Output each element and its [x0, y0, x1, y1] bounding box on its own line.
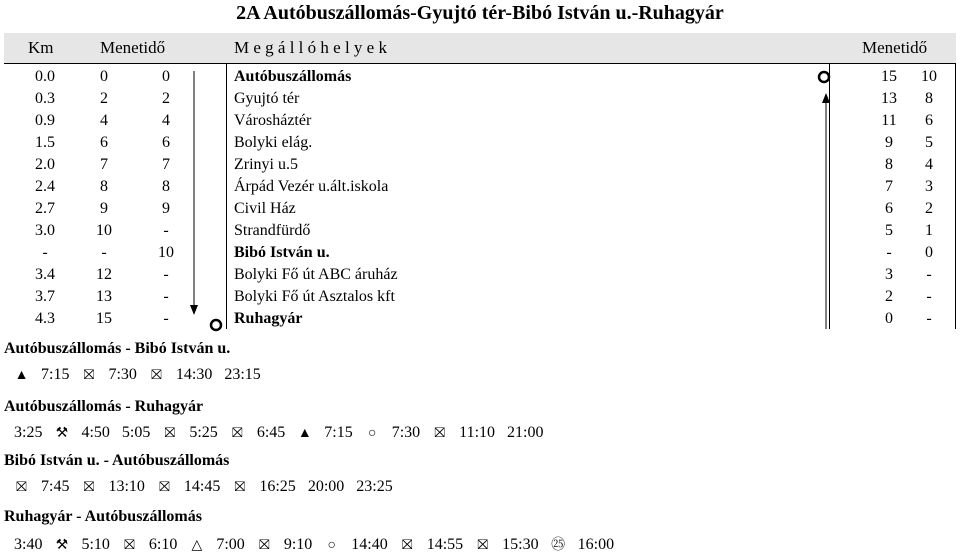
km-cell: 2.7: [35, 200, 55, 217]
header-menetido-right: Menetidő: [862, 38, 928, 57]
menetido-r2-cell: 3: [925, 178, 933, 195]
departure-mark-icon: ⛝: [159, 480, 170, 495]
stop-name-cell: Árpád Vezér u.ált.iskola: [234, 178, 389, 195]
menetido-r1-cell: 6: [885, 200, 893, 217]
table-row: [4, 89, 956, 111]
departure-mark-icon: ▲: [297, 426, 312, 441]
departure-mark-icon: ⛝: [258, 538, 270, 553]
menetido-r2-cell: 8: [925, 90, 933, 107]
km-cell: 0.9: [35, 112, 55, 129]
menetido-r1-cell: 13: [881, 90, 897, 107]
departure-time-text: 14:30: [175, 366, 213, 383]
table-row: [4, 155, 956, 177]
menetido-a-cell: 12: [96, 266, 112, 283]
menetido-r2-cell: 4: [925, 156, 933, 173]
km-cell: 4.3: [35, 310, 55, 327]
departure-time: [157, 478, 220, 496]
stop-name-cell: Bolyki Fő út ABC áruház: [234, 266, 398, 283]
departure-mark-icon: ○: [327, 538, 336, 553]
menetido-r1-cell: 0: [885, 310, 893, 327]
departure-mark-icon: ⛝: [124, 538, 135, 553]
departure-mark-icon: ⛝: [164, 426, 176, 441]
menetido-b-cell: -: [163, 310, 169, 327]
table-header: [4, 33, 956, 64]
departure-time-text: 3:40: [14, 536, 43, 553]
header-menetido-left: Menetidő: [100, 38, 166, 57]
stop-name-cell: Bibó István u.: [234, 244, 330, 261]
departure-time-text: 7:45: [41, 478, 70, 495]
table-row: [4, 111, 956, 133]
departure-mark-icon: ⛝: [83, 368, 95, 383]
departure-time-text: 15:30: [502, 536, 539, 553]
departure-time-text: 14:55: [426, 536, 464, 553]
departure-time: [432, 424, 495, 442]
departure-time-text: 23:15: [224, 366, 261, 383]
header-km: Km: [28, 38, 54, 57]
table-row: [4, 221, 956, 243]
menetido-a-cell: 8: [100, 178, 108, 195]
menetido-a-cell: 6: [100, 134, 108, 151]
menetido-r1-cell: 9: [885, 134, 893, 151]
departure-time: [189, 536, 244, 554]
table-row: [4, 177, 956, 199]
departure-time-text: 6:10: [148, 536, 178, 553]
departure-mark-icon: ⛝: [401, 538, 413, 553]
departure-time: [232, 478, 295, 496]
menetido-r2-cell: 1: [925, 222, 933, 239]
table-row: [4, 133, 956, 155]
departure-time-text: 7:15: [324, 424, 353, 441]
departure-mark-icon: ⛝: [83, 480, 95, 495]
departure-time-text: 6:45: [256, 424, 286, 441]
departure-time: [14, 478, 69, 496]
stop-name-cell: Strandfürdő: [234, 222, 311, 239]
menetido-a-cell: 0: [100, 68, 108, 85]
km-cell: 3.7: [35, 288, 55, 305]
menetido-a-cell: 15: [96, 310, 112, 327]
departure-time: [81, 478, 144, 496]
departure-time: [257, 536, 312, 554]
section-title: Ruhagyár - Autóbuszállomás: [4, 508, 202, 525]
departure-time: [14, 366, 69, 384]
departure-time: [81, 366, 136, 384]
departure-mark-icon: ⛝: [16, 480, 27, 495]
departure-time-text: 7:15: [41, 366, 70, 383]
menetido-r2-cell: 6: [925, 112, 933, 129]
menetido-r1-cell: -: [886, 244, 892, 261]
departure-time: [122, 424, 150, 442]
menetido-b-cell: 8: [162, 178, 170, 195]
menetido-b-cell: -: [163, 222, 169, 239]
departure-mark-icon: ⛝: [234, 480, 246, 495]
stop-name-cell: Zrinyi u.5: [234, 156, 298, 173]
stop-name-cell: Városháztér: [234, 112, 312, 129]
menetido-b-cell: -: [163, 288, 169, 305]
departure-time: [365, 424, 420, 442]
departure-time: [14, 424, 42, 442]
departure-time: [400, 536, 463, 554]
menetido-r2-cell: -: [926, 310, 932, 327]
stop-name-cell: Bolyki Fő út Asztalos kft: [234, 288, 395, 305]
menetido-b-cell: 7: [162, 156, 170, 173]
table-row: [4, 243, 956, 265]
menetido-r1-cell: 8: [885, 156, 893, 173]
km-cell: -: [42, 244, 48, 261]
km-cell: 0.3: [35, 90, 55, 107]
km-cell: 2.4: [35, 178, 55, 195]
menetido-r1-cell: 3: [885, 266, 893, 283]
departure-time: [122, 536, 177, 554]
stop-name-cell: Autóbuszállomás: [234, 68, 352, 85]
departure-time-text: 14:40: [351, 536, 388, 553]
departure-time: [475, 536, 538, 554]
menetido-a-cell: 7: [100, 156, 108, 173]
departure-times: [14, 534, 626, 554]
menetido-r1-cell: 11: [881, 112, 897, 129]
departure-time: [162, 424, 217, 442]
menetido-b-cell: -: [163, 266, 169, 283]
departure-time-text: 20:00: [307, 478, 345, 495]
km-cell: 0.0: [35, 68, 55, 85]
departure-times: [14, 424, 555, 442]
departure-time-text: 9:10: [283, 536, 313, 553]
menetido-r1-cell: 2: [885, 288, 893, 305]
menetido-b-cell: 2: [162, 90, 170, 107]
menetido-r1-cell: 15: [881, 68, 897, 85]
menetido-r2-cell: -: [926, 288, 932, 305]
departure-mark-icon: ⛝: [434, 426, 445, 441]
menetido-a-cell: 4: [100, 112, 108, 129]
stop-name-cell: Bolyki elág.: [234, 134, 313, 151]
departure-time-text: 16:25: [259, 478, 296, 495]
departure-mark-icon: ⚒: [55, 426, 69, 441]
departure-mark-icon: ○: [367, 426, 377, 441]
menetido-r1-cell: 7: [885, 178, 893, 195]
section-title: Bibó István u. - Autóbuszállomás: [4, 452, 230, 469]
page-title: 2A Autóbuszállomás-Gyujtó tér-Bibó István u.-Ruhagyár: [236, 2, 724, 24]
departure-time-text: 14:45: [183, 478, 221, 495]
table-row: [4, 309, 956, 331]
table-row: [4, 67, 956, 89]
departure-time-text: 7:30: [108, 366, 137, 383]
departure-mark-icon: ⛝: [477, 538, 488, 553]
menetido-b-cell: 10: [158, 244, 174, 261]
departure-time-text: 4:50: [81, 424, 110, 441]
departure-time-text: 11:10: [459, 424, 496, 441]
departure-time-text: 5:05: [121, 424, 151, 441]
departure-time-text: 23:25: [356, 478, 393, 495]
km-cell: 3.0: [35, 222, 55, 239]
menetido-a-cell: 13: [96, 288, 112, 305]
menetido-a-cell: 10: [96, 222, 112, 239]
departure-time-text: 7:00: [216, 536, 245, 553]
departure-time: [551, 534, 614, 554]
km-cell: 3.4: [35, 266, 55, 283]
departure-mark-icon: ⚒: [55, 538, 69, 553]
table-row: [4, 199, 956, 221]
menetido-r2-cell: -: [926, 266, 932, 283]
stop-name-cell: Ruhagyár: [234, 310, 303, 327]
stop-name-cell: Gyujtó tér: [234, 90, 300, 107]
menetido-r2-cell: 2: [925, 200, 933, 217]
departure-time: [14, 536, 42, 554]
departure-time-text: 13:10: [108, 478, 145, 495]
departure-time-text: 5:10: [81, 536, 110, 553]
km-cell: 2.0: [35, 156, 55, 173]
departure-time-text: 16:00: [577, 536, 615, 553]
table-row: [4, 265, 956, 287]
section-title: Autóbuszállomás - Ruhagyár: [4, 398, 204, 415]
menetido-r2-cell: 10: [921, 68, 937, 85]
menetido-b-cell: 6: [162, 134, 170, 151]
departure-mark-icon: △: [191, 538, 203, 553]
departure-time: [356, 478, 392, 496]
departure-time: [324, 536, 387, 554]
menetido-r2-cell: 5: [925, 134, 933, 151]
menetido-a-cell: 2: [100, 90, 108, 107]
menetido-a-cell: -: [101, 244, 107, 261]
departure-time: [297, 424, 352, 442]
departure-mark-icon: ⛝: [231, 426, 243, 441]
section-title: Autóbuszállomás - Bibó István u.: [4, 340, 231, 357]
departure-times: [14, 366, 273, 384]
departure-time-text: 21:00: [507, 424, 544, 441]
menetido-b-cell: 9: [162, 200, 170, 217]
departure-mark-icon: ㉕: [551, 538, 566, 553]
km-cell: 1.5: [35, 134, 55, 151]
departure-time-text: 7:30: [391, 424, 421, 441]
departure-time: [507, 424, 543, 442]
departure-time: [54, 536, 109, 554]
stop-name-cell: Civil Ház: [234, 200, 296, 217]
departure-time: [230, 424, 285, 442]
departure-time: [224, 366, 260, 384]
departure-mark-icon: ▲: [14, 368, 29, 383]
menetido-a-cell: 9: [100, 200, 108, 217]
departure-time: [54, 424, 109, 442]
menetido-r1-cell: 5: [885, 222, 893, 239]
departure-time: [308, 478, 344, 496]
departure-mark-icon: ⛝: [151, 368, 162, 383]
departure-times: [14, 478, 405, 496]
menetido-b-cell: 4: [162, 112, 170, 129]
departure-time: [149, 366, 212, 384]
header-megallohelyek: M e g á l l ó h e l y e k: [234, 38, 387, 57]
menetido-b-cell: 0: [162, 68, 170, 85]
departure-time-text: 3:25: [14, 424, 43, 441]
table-row: [4, 287, 956, 309]
departure-time-text: 5:25: [189, 424, 218, 441]
menetido-r2-cell: 0: [925, 244, 933, 261]
